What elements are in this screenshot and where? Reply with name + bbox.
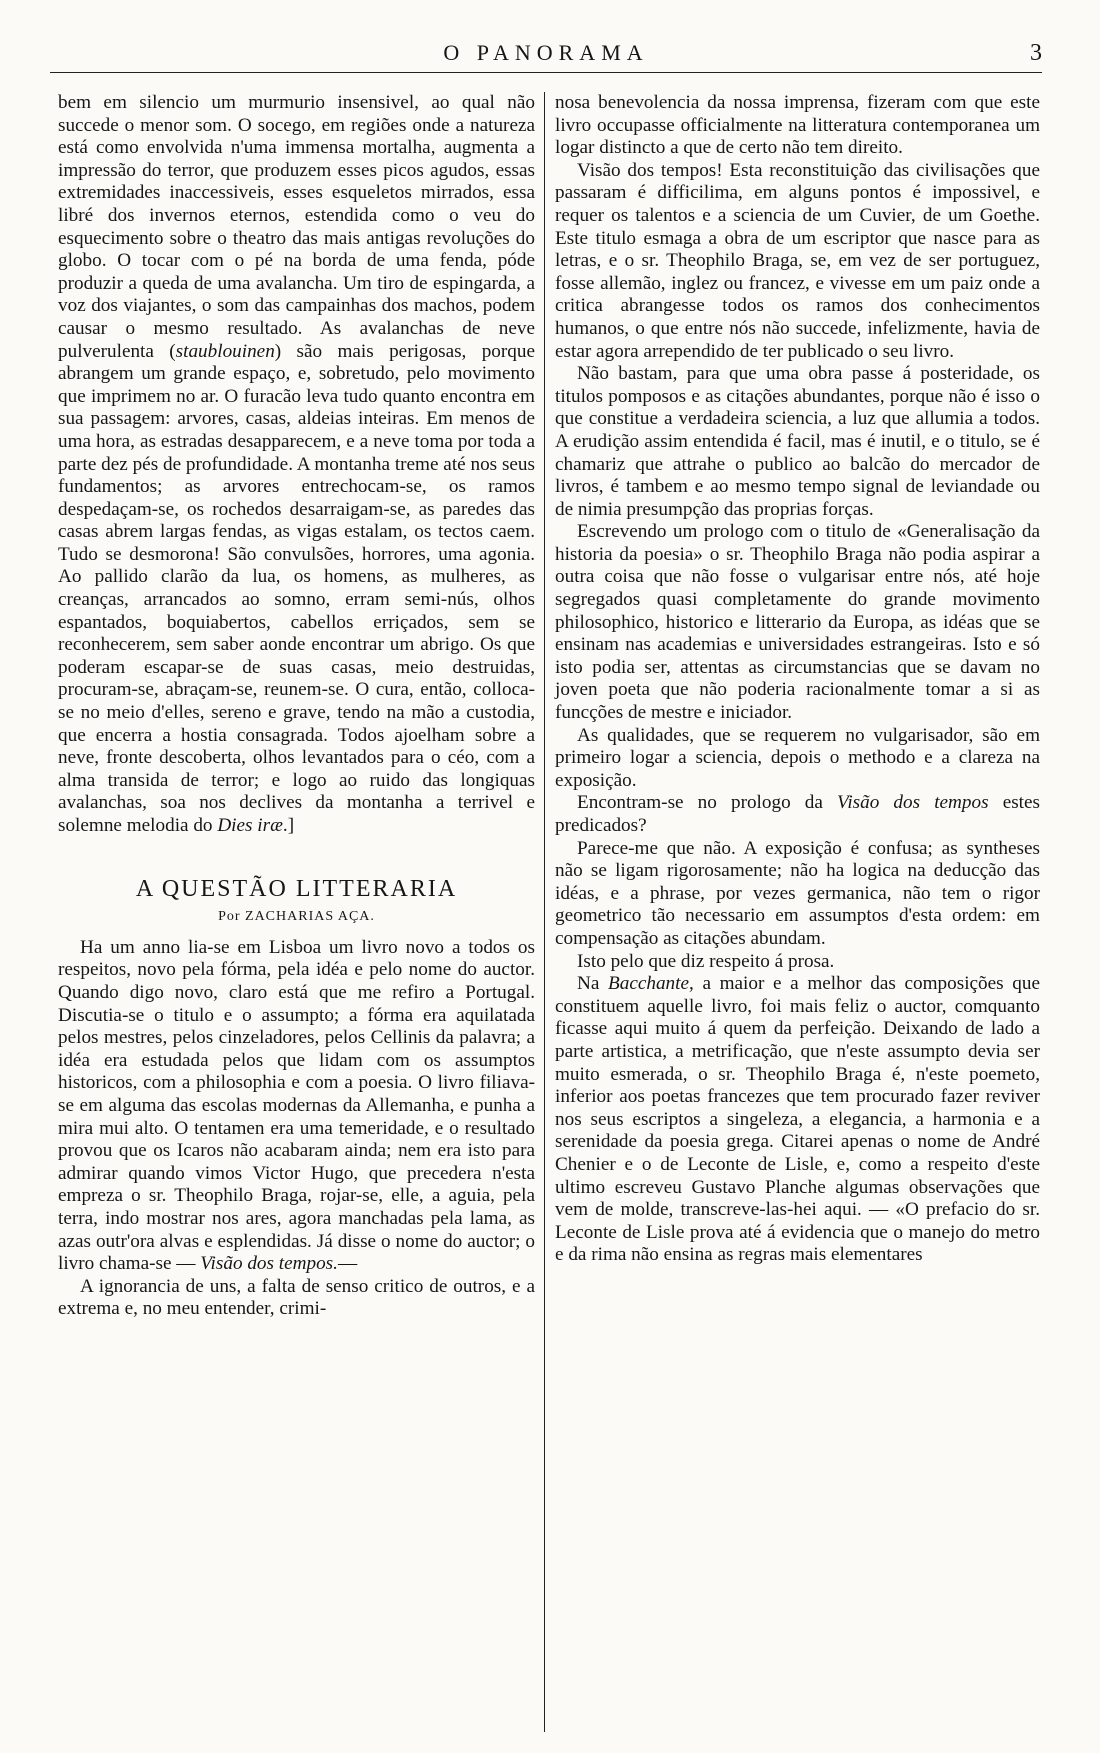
paragraph-prologo: Escrevendo um prologo com o titulo de «Generalisação da historia da poesia» o sr. Theophilo Braga não podia aspirar a outra coisa que não fosse o vulgarisar entre nós, até hoje segregados quasi completamente do grande movimento philosophico, historico e litterario da Europa, as idéas que se ensinam nas academias e universidades estrangeiras. Isto e só isto podia ser, attentas as circumstancias que se davam no joven poeta que não poderia racionalmente tomar a si as funcções de mestre e iniciador.	[555, 521, 1040, 724]
italic-term: Dies iræ	[217, 815, 283, 836]
page-number: 3	[1030, 40, 1042, 66]
page-header	[50, 40, 1042, 70]
paragraph-ignorance: A ignorancia de uns, a falta de senso critico de outros, e a extrema e, no meu entender, crimi-	[58, 1275, 535, 1320]
paragraph-text: bem em silencio um murmurio insensivel, ao qual não succede o menor som. O socego, em regiões onde a natureza está como envolvida n'uma immensa mortalha, augmenta a impressão do terror, que produzem esses picos agudos, essas extremidades inaccessiveis, esses esqueletos mirrados, essa libré dos invernos eternos, estendida como o veu do esquecimento sobre o theatro das mais antigas revoluções do globo. O tocar com o pé na borda de uma fenda, póde produzir a queda de uma avalancha. Um tiro de espingarda, a voz dos viajantes, o som das campainhas dos machos, podem causar o mesmo resultado. As avalanchas de neve pulverulenta (	[58, 92, 535, 362]
paragraph-bacchante	[555, 973, 1040, 1267]
paragraph-qualidades: As qualidades, que se requerem no vulgarisador, são em primeiro logar a sciencia, depois o methodo e a clareza na exposição.	[555, 724, 1040, 791]
publication-title: O PANORAMA	[443, 40, 649, 65]
italic-term: staublouinen	[175, 340, 275, 362]
book-title: Visão dos tempos	[837, 792, 989, 814]
paragraph-text: Na	[577, 973, 609, 995]
paragraph-avalanche	[58, 92, 535, 838]
paragraph-prosa: Isto pelo que diz respeito á prosa.	[577, 950, 835, 972]
paragraph-continuation: nosa benevolencia da nossa imprensa, fizeram com que este livro occupasse officialmente na litteratura contemporanea um logar distincto a que de certo não tem direito.	[555, 92, 1040, 159]
right-column	[555, 92, 1040, 1267]
paragraph-predicados	[555, 792, 1040, 837]
section-title: A QUESTÃO LITTERARIA	[135, 875, 458, 902]
paragraph-intro	[58, 937, 535, 1276]
paragraph-text: —	[337, 1253, 358, 1275]
paragraph-text: , a maior e a melhor das composições que constituem aquelle livro, foi mais feliz o auctor, comquanto ficasse aqui muito á quem da perfeição. Deixando de lado a parte artistica, a metrificação, que n'este assumpto devia ser muito esmerada, o sr. Theophilo Braga é, n'este poemeto, inferior aos poetas francezes que tem procurado fazer reviver nos seus escriptos a singeleza, a elegancia, a harmonia e a serenidade da poesia grega. Citarei apenas o nome de André Chenier e o de Leconte de Lisle, e, como a respeito d'este ultimo escreveu Gustavo Planche algumas observações que vem de molde, transcreve-las-hei aqui. — «O prefacio do sr. Leconte de Lisle prova até á evidencia que o manejo do metro e da rima não ensina as regras mais elementares	[555, 973, 1040, 1266]
left-column	[58, 92, 535, 1321]
paragraph-exposicao: Parece-me que não. A exposição é confusa; as syntheses não se ligam rigorosamente; não ha logica na deducção das idéas, e a phrase, por vezes germanica, não tem o rigor geometrico tão necessario em assumptos d'esta ordem: em compensação as citações abundam.	[555, 837, 1040, 949]
poem-title: Bacchante	[608, 973, 689, 995]
paragraph-titulos: Não bastam, para que uma obra passe á posteridade, os titulos pomposos e as citações abundantes, porque não é isso o que constitue a verdadeira sciencia, a luz que allumia a todos. A erudição assim entendida é facil, mas é inutil, e o titulo, se é chamariz que attrahe o publico ao balcão do mercador de livros, é tambem e ao mesmo tempo signal de leviandade ou de nimia presumpção das proprias forças.	[555, 363, 1040, 520]
paragraph-text: Ha um anno lia-se em Lisboa um livro novo a todos os respeitos, novo pela fórma, pela idéa e pelo nome do auctor. Quando digo novo, claro está que me refiro a Portugal. Discutia-se o titulo e o assumpto; a fórma era aquilatada pelos mestres, pelos cinzeladores, pelos Cellinis da palavra; a idéa era estudada pelos que lidam com os assumptos historicos, com a philosophia e com a poesia. O livro filiava-se em alguma das escolas modernas da Allemanha, e punha a mira mui alto. O tentamen era uma temeridade, e o resultado provou que os Icaros não acabaram ainda; nem era isto para admirar quando vimos Victor Hugo, que precedera n'esta empreza o sr. Theophilo Braga, rojar-se, elle, a aguia, pela terra, indo mostrar nos ares, agora manchadas pela lama, as azas outr'ora alvas e esplendidas. Já disse o nome do auctor; o livro chama-se —	[58, 936, 535, 1275]
header-rule	[50, 72, 1042, 73]
column-divider	[544, 92, 545, 1732]
paragraph-text: ) são mais perigosas, porque abrangem um grande espaço, e, sobretudo, pelo movimento que imprimem no ar. O furacão leva tudo quanto encontra em sua passagem: arvores, casas, aldeias inteiras. Em menos de uma hora, as estradas desapparecem, e a neve toma por toda a parte dez pés de profundidade. A montanha treme até nos seus fundamentos; as arvores entrechocam-se, os ramos despedaçam-se, os rochedos desarraigam-se, as paredes das casas abrem largas fendas, as vigas estalam, os tectos caem. Tudo se desmorona! São convulsões, horrores, uma agonia. Ao pallido clarão da lua, os homens, as mulheres, as creanças, arrancados ao somno, erram semi-nús, olhos espantados, boquiabertos, cabellos erriçados, sem se reconhecerem, sem saber aonde encontrar um abrigo. Os que poderam escapar-se de suas casas, meio destruidas, procuram-se, abraçam-se, reunem-se. O cura, então, colloca-se no meio d'elles, sereno e grave, tendo na mão a custodia, que encerra a hostia consagrada. Todos ajoelham sobre a neve, fronte descoberta, olhos levantados para o céo, com a alma transida de terror; e logo ao ruido das longiquas avalanchas, soa nos declives da montanha a terrivel e solemne melodia do	[58, 340, 535, 836]
book-title: Visão dos tempos.	[200, 1253, 338, 1275]
author-byline: Por ZACHARIAS AÇA.	[218, 909, 375, 925]
paragraph-text: .]	[282, 815, 295, 836]
paragraph-text: estes predicados?	[555, 792, 1040, 836]
paragraph-visao: Visão dos tempos! Esta reconstituição das civilisações que passaram é difficilima, em alguns pontos é impossivel, e requer os talentos e a sciencia de um Cuvier, de um Goethe. Este titulo esmaga a obra de um escriptor que nasce para as letras, e o sr. Theophilo Braga, se, em vez de ser portuguez, fosse allemão, inglez ou francez, e vivesse em um paiz onde a critica abrangesse todos os ramos dos conhecimentos humanos, o que entre nós não succede, infelizmente, havia de estar agora arrependido de ter publicado o seu livro.	[555, 159, 1040, 362]
paragraph-text: Encontram-se no prologo da	[577, 792, 838, 814]
